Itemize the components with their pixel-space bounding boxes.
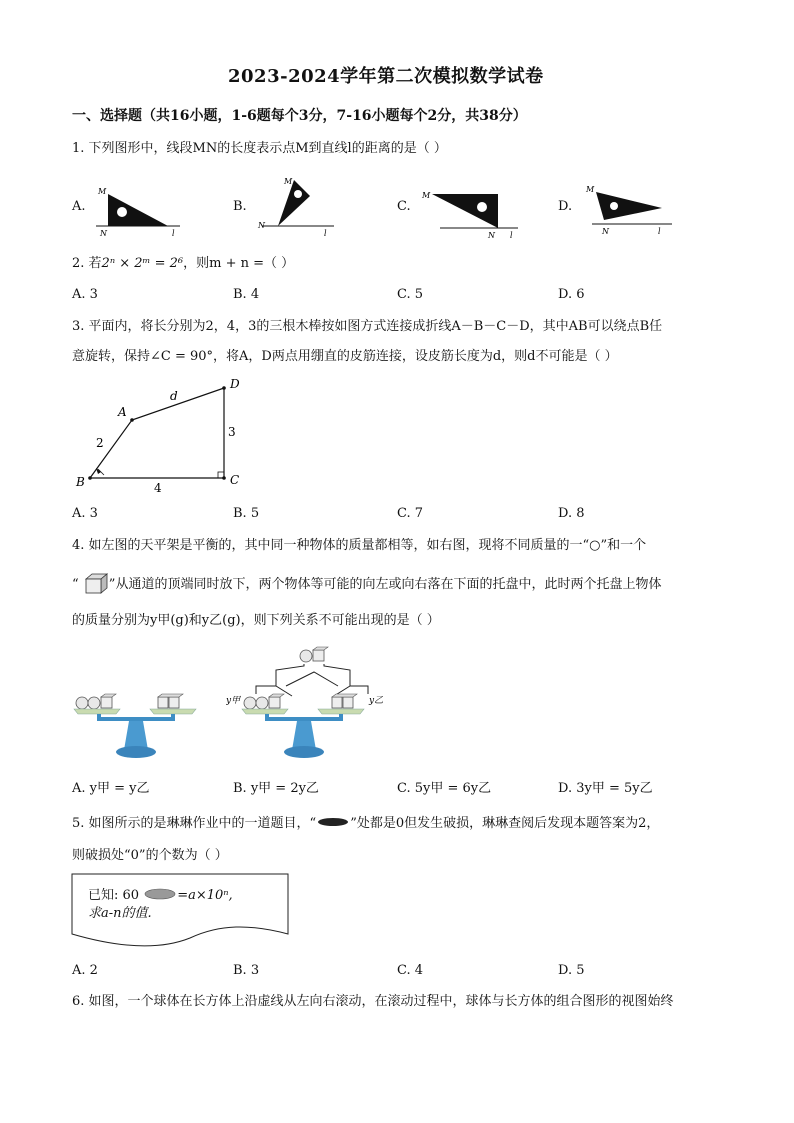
q2-prefix: 2. 若 [72,256,102,271]
q5-box-line1 [88,887,233,905]
q1c-label-m: M [422,191,431,200]
q2-option-b[interactable]: B. 4 [233,287,260,302]
section-heading: 一、选择题（共16小题，1-6题每个3分，7-16小题每个2分，共38分） [72,108,527,124]
q1-stem: 1. 下列图形中，线段MN的长度表示点M到直线l的距离的是（ ） [72,141,447,156]
q6-stem-line1: 6. 如图，一个球体在长方体上沿虚线从左向右滚动，在滚动过程中，球体与长方体的组合图形的视图始终 [72,994,674,1009]
q5-line1-post: ”处都是0但发生破损，琳琳查阅后发现本题答案为2， [350,816,660,831]
q1c-label-l: l [510,231,513,240]
q4-stem-line2 [72,572,661,594]
q2-option-a[interactable]: A. 3 [72,287,98,302]
q3-option-b[interactable]: B. 5 [233,506,260,521]
q3-label-bc: 4 [154,481,162,494]
q1d-label-m: M [586,185,595,194]
q1a-label-n: N [100,229,107,236]
q1-option-c[interactable]: C. [397,199,411,214]
q3-label-c: C [230,473,240,487]
q3-option-c[interactable]: C. 7 [397,506,424,521]
q1-figure-d [582,182,674,238]
q1a-label-m: M [98,187,107,196]
damage-blot-icon [316,816,350,828]
q4-balance-right [226,644,396,768]
q1a-label-l: l [172,229,175,236]
page-title: 2023-2024学年第二次模拟数学试卷 [228,66,544,87]
q5-option-c[interactable]: C. 4 [397,963,424,978]
q3-label-ab: 2 [96,436,104,450]
cube-icon [83,572,109,594]
q3-label-cd: 3 [228,425,236,439]
q1-figure-b [254,176,334,236]
q3-stem-line1: 3. 平面内，将长分别为2，4，3的三根木棒按如图方式连接成折线A－B－C－D，其中AB可以绕点B任 [72,319,663,334]
q5-stem-line1 [72,815,659,833]
q5-box-line2: 求a-n的值. [88,906,152,921]
q1b-label-m: M [284,177,293,186]
q5-box-line1-post: =a×10ⁿ, [177,888,233,903]
q4-open-quote: “ [72,577,79,592]
q3-figure [70,372,250,494]
q4-stem-line3: 的质量分别为y甲(g)和y乙(g)，则下列关系不可能出现的是（ ） [72,613,440,628]
q5-stem-line2: 则破损处“0”的个数为（ ） [72,848,228,863]
q5-option-d[interactable]: D. 5 [558,963,585,978]
q1b-label-l: l [324,229,327,236]
q2-option-d[interactable]: D. 6 [558,287,585,302]
q1c-label-n: N [488,231,495,240]
q4-option-d[interactable]: D. 3y甲 = 5y乙 [558,781,653,796]
damage-blot-icon [143,888,177,900]
q3-label-a: A [118,405,127,419]
q4-option-b[interactable]: B. y甲 = 2y乙 [233,781,319,796]
q4-stem-line1: 4. 如左图的天平架是平衡的，其中同一种物体的质量都相等，如右图，现将不同质量的一“○”和一个 [72,538,647,553]
q1d-label-n: N [602,227,609,236]
q2-stem [72,255,294,273]
q3-option-d[interactable]: D. 8 [558,506,585,521]
q3-label-d: D [230,377,240,391]
q4-label-yjia: y甲 [226,696,241,706]
q2-suffix: ，则m + n =（ ） [183,256,295,271]
q1d-label-l: l [658,227,661,236]
q5-box-line1-pre: 已知: 60 [88,888,140,903]
q1-option-d[interactable]: D. [558,199,573,214]
q1-figure-a [94,182,184,236]
q5-option-b[interactable]: B. 3 [233,963,260,978]
q3-option-a[interactable]: A. 3 [72,506,98,521]
q4-line2-rest: ”从通道的顶端同时放下，两个物体等可能的向左或向右落在下面的托盘中，此时两个托盘上物体 [108,577,662,592]
q4-option-a[interactable]: A. y甲 = y乙 [72,781,150,796]
q4-label-yyi: y乙 [369,696,384,706]
q2-option-c[interactable]: C. 5 [397,287,424,302]
q3-label-d-length: d [170,389,178,403]
q3-stem-line2: 意旋转，保持∠C = 90°，将A，D两点用绷直的皮筋连接，设皮筋长度为d，则d不可能是（ ） [72,349,618,364]
q1b-label-n: N [258,221,265,230]
q1-option-b[interactable]: B. [233,199,247,214]
q3-label-b: B [76,475,85,489]
q2-expression: 2ⁿ × 2ᵐ = 2⁶ [101,256,184,271]
q1-figure-c [420,180,530,240]
q1-option-a[interactable]: A. [72,199,86,214]
q5-line1-pre: 5. 如图所示的是琳琳作业中的一道题目，“ [72,816,317,831]
q5-option-a[interactable]: A. 2 [72,963,98,978]
q4-balance-left [72,686,202,766]
q4-option-c[interactable]: C. 5y甲 = 6y乙 [397,781,492,796]
